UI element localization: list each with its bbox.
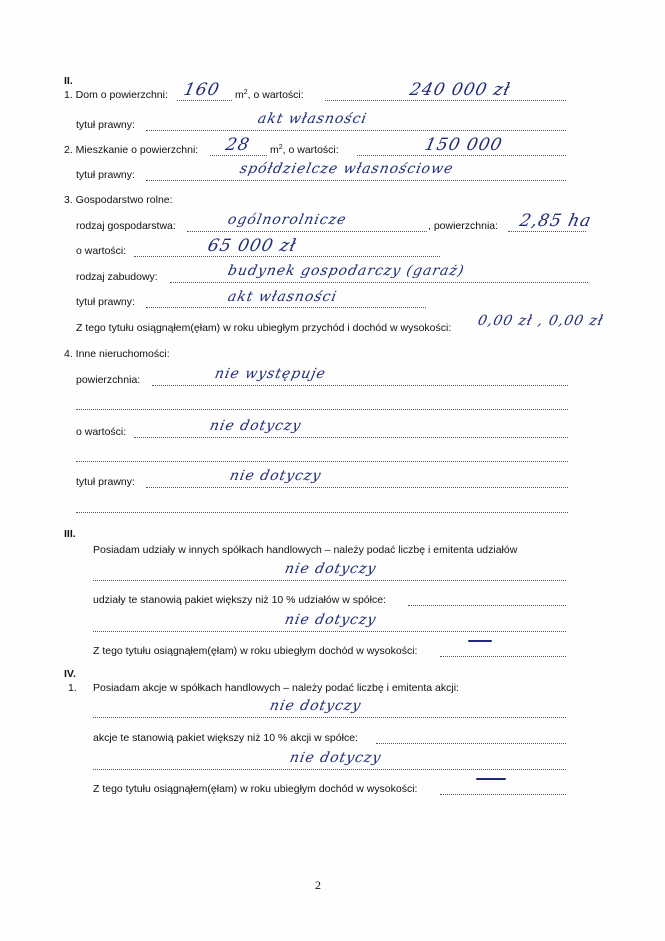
stocks-income-dash bbox=[476, 778, 506, 780]
page-number: 2 bbox=[315, 878, 321, 892]
house-title-label: tytuł prawny: bbox=[76, 119, 135, 131]
farm-value: 65 000 zł bbox=[205, 236, 299, 256]
farm-type-label: rodzaj gospodarstwa: bbox=[76, 220, 176, 232]
house-unit: $m^2$, o wartości: bbox=[235, 89, 304, 101]
shares-income-dash bbox=[468, 640, 492, 642]
stocks-10pct-dots bbox=[376, 733, 566, 744]
shares-10pct-dots bbox=[408, 595, 566, 606]
other-value-line-2 bbox=[76, 451, 568, 462]
section-ii-heading: II. bbox=[64, 75, 73, 87]
farm-type-value: ogólnorolnicze bbox=[226, 212, 349, 228]
farm-label: 3. Gospodarstwo rolne: bbox=[64, 194, 173, 206]
farm-area-value: 2,85 ha bbox=[517, 211, 594, 231]
farm-value-label: o wartości: bbox=[76, 245, 127, 257]
house-area-value: 160 bbox=[181, 80, 222, 100]
other-value-label: o wartości: bbox=[76, 426, 127, 438]
shares-answer: nie dotyczy bbox=[283, 561, 378, 577]
shares-10pct-answer: nie dotyczy bbox=[283, 612, 378, 628]
stocks-income-label: Z tego tytułu osiągnąłem(ęłam) w roku ubiegłym dochód w wysokości: bbox=[93, 783, 418, 795]
other-title-label: tytuł prawny: bbox=[76, 476, 135, 488]
house-label: 1. Dom o powierzchni: bbox=[64, 89, 168, 101]
shares-income-label: Z tego tytułu osiągnąłem(ęłam) w roku ubiegłym dochód w wysokości: bbox=[93, 645, 418, 657]
section-iii-heading: III. bbox=[64, 528, 76, 540]
other-label: 4. Inne nieruchomości: bbox=[64, 348, 170, 360]
section-iv-heading: IV. bbox=[64, 668, 76, 680]
flat-unit: $m^2$, o wartości: bbox=[270, 144, 339, 156]
stocks-10pct-answer: nie dotyczy bbox=[288, 750, 383, 766]
other-title-line bbox=[146, 477, 568, 488]
other-area-label: powierzchnia: bbox=[76, 374, 141, 386]
farm-income-value: 0,00 zł , 0,00 zł bbox=[476, 313, 606, 329]
shares-income-line bbox=[440, 646, 566, 657]
stocks-number: 1. bbox=[68, 682, 77, 694]
flat-title-label: tytuł prawny: bbox=[76, 169, 135, 181]
flat-value: 150 000 bbox=[422, 135, 505, 155]
farm-title-value: akt własności bbox=[226, 289, 339, 305]
farm-build-value: budynek gospodarczy (garaż) bbox=[226, 263, 466, 279]
farm-build-label: rodzaj zabudowy: bbox=[76, 271, 158, 283]
farm-income-label: Z tego tytułu osiągnąłem(ęłam) w roku ubiegłym przychód i dochód w wysokości: bbox=[76, 322, 452, 334]
flat-area-value: 28 bbox=[223, 135, 252, 155]
farm-title-label: tytuł prawny: bbox=[76, 296, 135, 308]
other-title-value: nie dotyczy bbox=[228, 468, 323, 484]
other-title-line-2 bbox=[76, 502, 568, 513]
house-title-value: akt własności bbox=[256, 111, 369, 127]
house-value: 240 000 zł bbox=[407, 80, 513, 100]
other-area-value: nie występuje bbox=[213, 366, 328, 382]
farm-area-label: , powierzchnia: bbox=[428, 220, 499, 232]
stocks-income-line bbox=[440, 784, 566, 795]
shares-line: Posiadam udziały w innych spółkach handlowych – należy podać liczbę i emitenta udziałów bbox=[93, 544, 518, 556]
stocks-10pct-line: akcje te stanowią pakiet większy niż 10 % akcji w spółce: bbox=[93, 732, 358, 744]
other-area-line-2 bbox=[76, 399, 568, 410]
other-value: nie dotyczy bbox=[208, 418, 303, 434]
stocks-line: Posiadam akcje w spółkach handlowych – należy podać liczbę i emitenta akcji: bbox=[93, 682, 459, 694]
flat-title-value: spółdzielcze własnościowe bbox=[238, 161, 456, 177]
flat-label: 2. Mieszkanie o powierzchni: bbox=[64, 144, 199, 156]
other-value-line bbox=[134, 427, 568, 438]
stocks-answer: nie dotyczy bbox=[268, 698, 363, 714]
shares-10pct-line: udziały te stanowią pakiet większy niż 10 % udziałów w spółce: bbox=[93, 594, 386, 606]
